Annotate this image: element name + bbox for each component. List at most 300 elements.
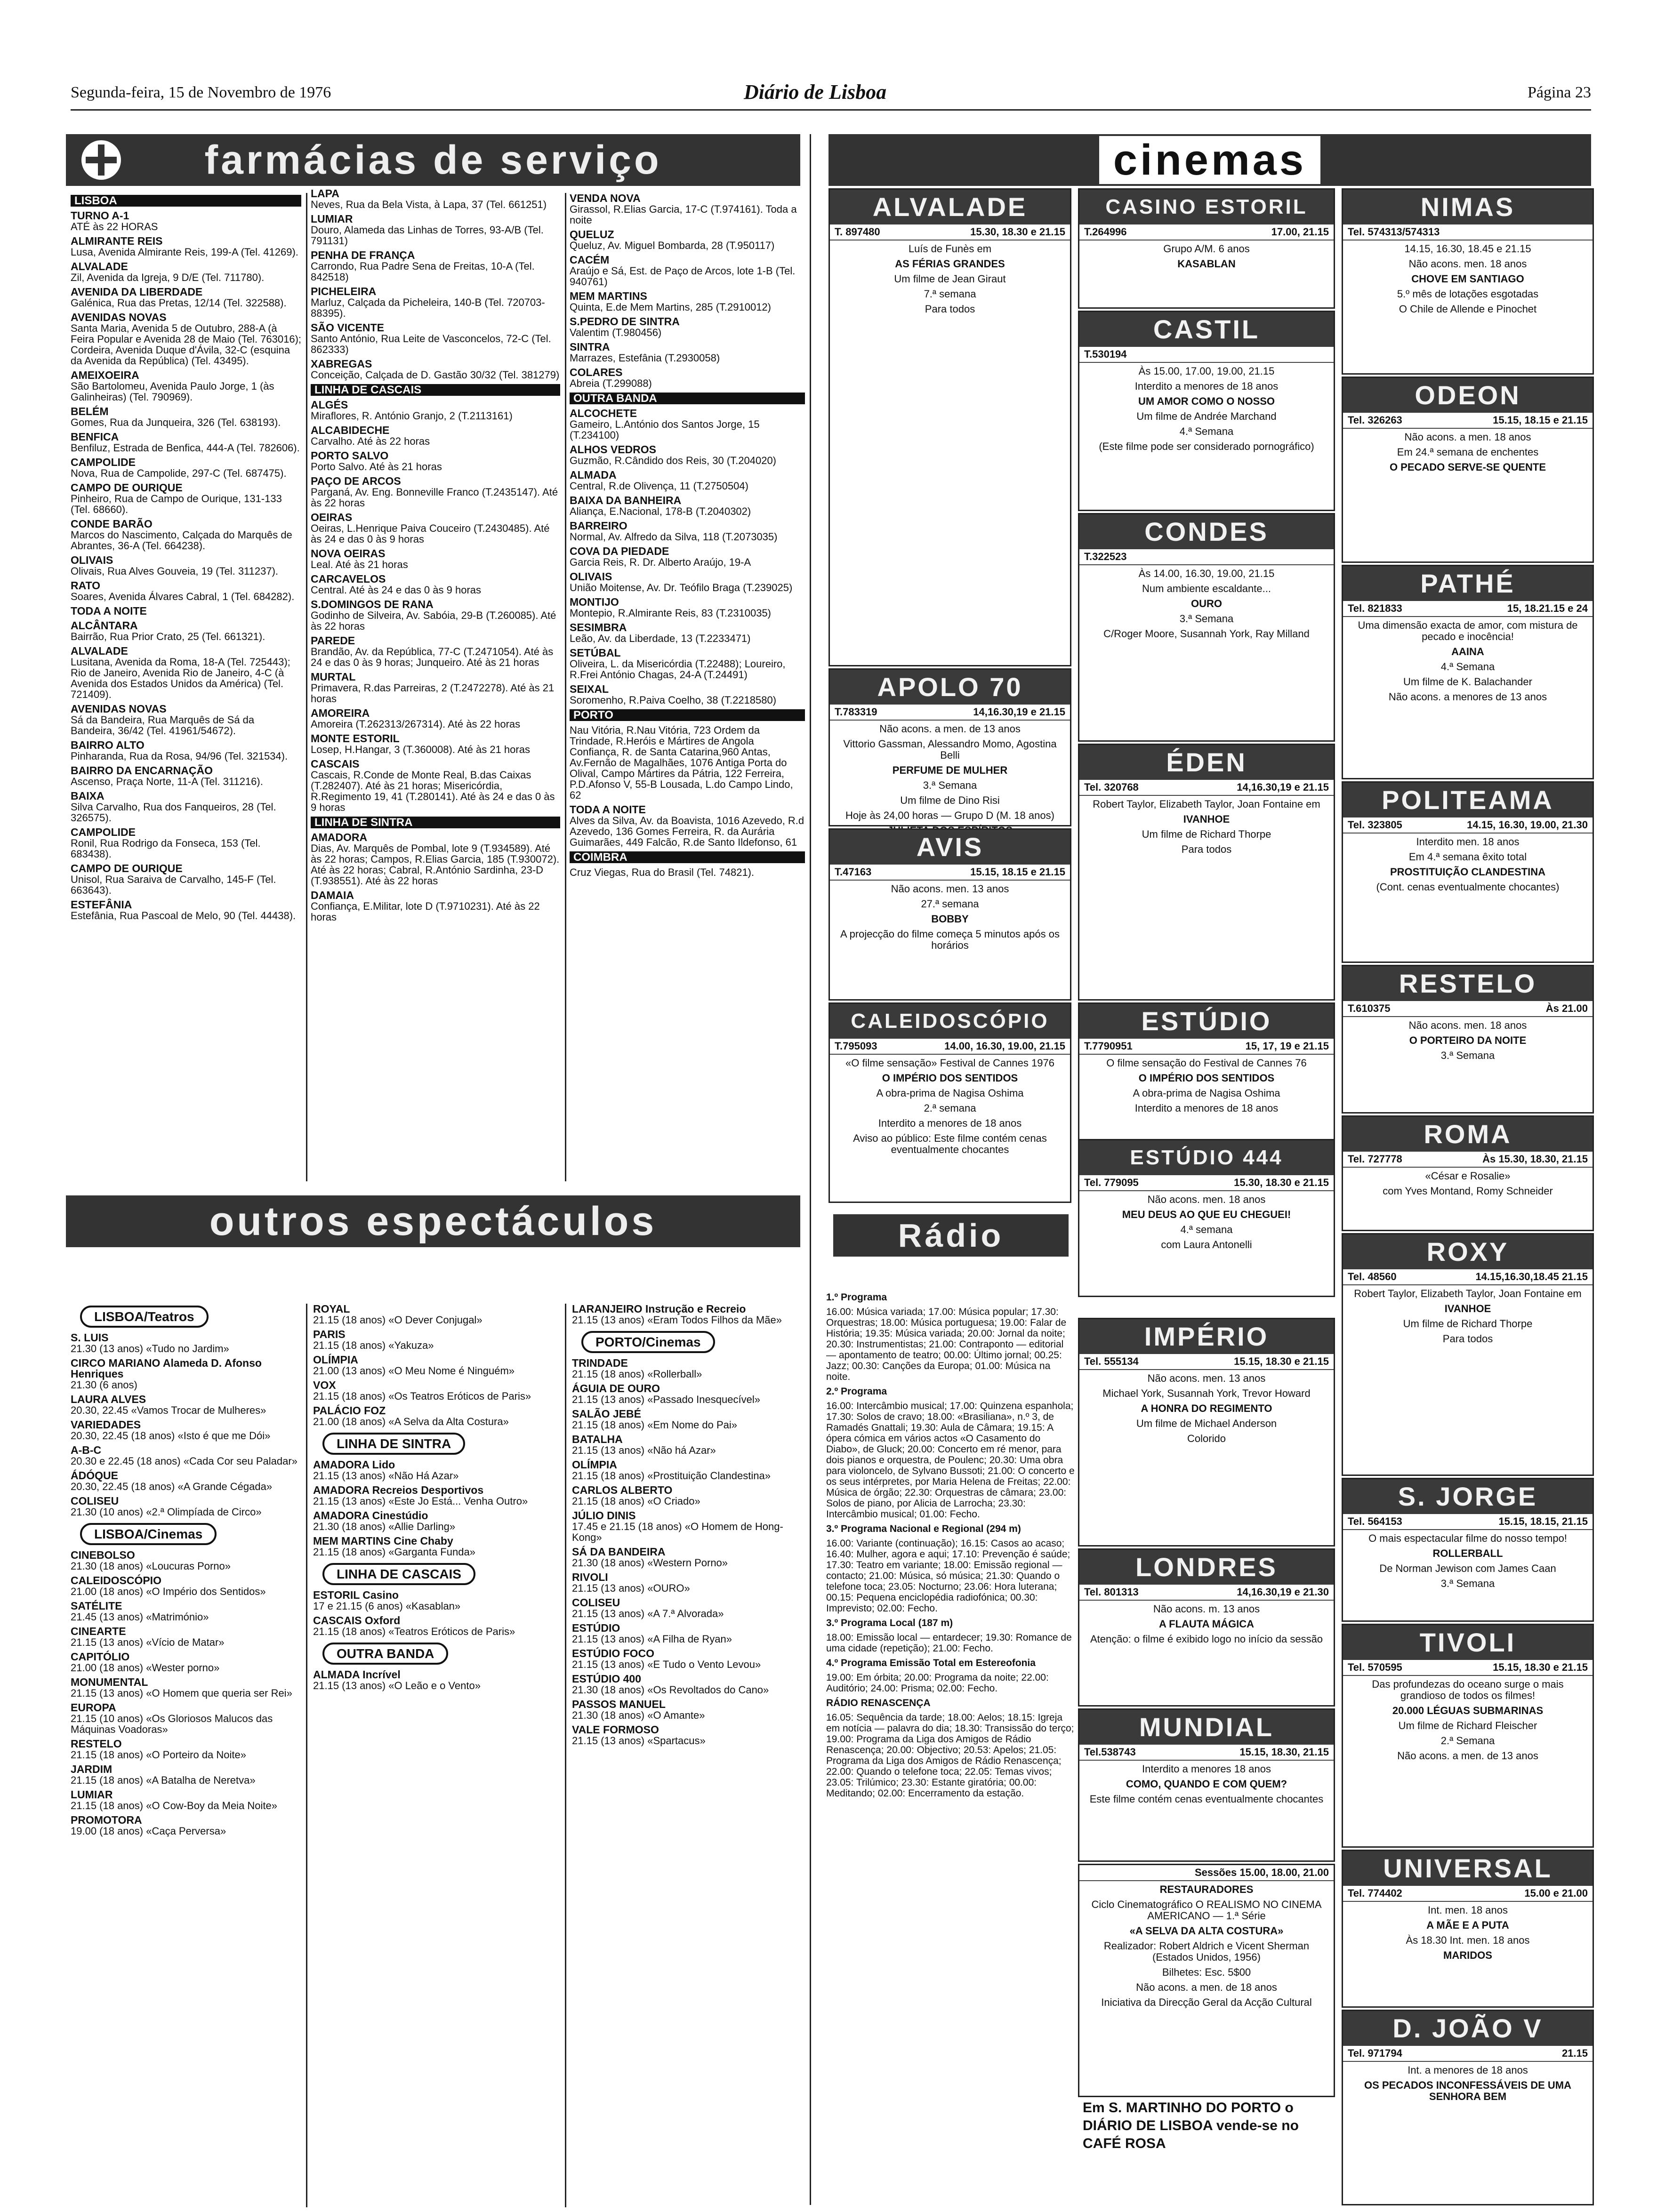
radio-paragraph: 16.00: Variante (continuação); 16.15: Casos ao acaso; 16.40: Mulher, agora e aqui; 17.10: Prevenção é saúde; 17.30: Teatro em variante; 18.00: Emissão regional — contacto; 21.00: Música, só música; 21.30: Quando o telefone toca; 23.05: Nocturno; 23.06: Hora luterana; 00.15: Pequena enciclopédia radiofónica; 00.30: Imprevisto; 02.00: Fecho.	[826, 1538, 1070, 1614]
cinema-phone: T.7790951	[1084, 1040, 1133, 1052]
entry-heading: CARLOS ALBERTO	[572, 1484, 673, 1496]
cinema-line: A MÃE E A PUTA	[1426, 1919, 1509, 1931]
cinema-line: Aviso ao público: Este filme contém cenas eventualmente chocantes	[853, 1132, 1047, 1155]
cinema-times: 15.30, 18.30 e 21.15	[1234, 1177, 1329, 1188]
listing-entry	[71, 765, 301, 787]
listing-entry	[71, 555, 301, 577]
entry-heading: BAIXA DA BANHEIRA	[570, 494, 682, 506]
entry-text: 21.15 (18 anos) «Os Teatros Eróticos de Paris»	[313, 1390, 531, 1402]
entry-heading: RIVOLI	[572, 1571, 608, 1583]
listing-entry	[71, 606, 301, 617]
entry-heading: MEM MARTINS Cine Chaby	[313, 1535, 453, 1547]
entry-text: Marluz, Calçada da Picheleira, 140-B (Tel. 720703-88395).	[311, 297, 545, 319]
entry-heading: CAMPOLIDE	[71, 456, 136, 468]
entry-heading: SINTRA	[570, 341, 610, 353]
cinema-box	[1342, 1115, 1594, 1231]
column-rule	[565, 1304, 566, 2207]
shows-title: outros espectáculos	[66, 1195, 800, 1247]
listing-entry	[71, 312, 301, 366]
entry-heading: MONUMENTAL	[71, 1676, 148, 1688]
cinema-line: Para todos	[925, 303, 975, 315]
entry-text: União Moitense, Av. Dr. Teófilo Braga (T.239025)	[570, 582, 793, 593]
listing-entry	[572, 1304, 807, 1325]
entry-heading: PARIS	[313, 1328, 346, 1340]
cinema-box	[1342, 1233, 1594, 1476]
entry-heading: BAIXA	[71, 790, 105, 802]
listing-entry	[570, 648, 805, 680]
entry-text: Godinho de Silveira, Av. Sabóia, 29-B (T.260085). Até às 22 horas	[311, 609, 556, 632]
cinema-info	[1079, 347, 1334, 363]
listing-entry	[71, 620, 301, 642]
cinema-times: 15.15, 18.15 e 21.15	[970, 866, 1065, 878]
entry-heading: LAPA	[311, 187, 339, 200]
cinema-line: (Cont. cenas eventualmente chocantes)	[1376, 881, 1560, 893]
listing-entry	[311, 733, 560, 755]
entry-text: Montepio, R.Almirante Reis, 83 (T.2310035)	[570, 607, 771, 619]
entry-heading: OLÍMPIA	[313, 1354, 358, 1366]
listing-entry	[311, 425, 560, 447]
listing-entry	[71, 899, 301, 921]
listing-entry	[572, 1572, 807, 1594]
cinema-line: 5.º mês de lotações esgotadas	[1397, 288, 1539, 300]
cinema-line: 7.ª semana	[924, 288, 976, 300]
cinema-box	[1078, 1708, 1335, 1862]
entry-text: Bairrão, Rua Prior Crato, 25 (Tel. 661321).	[71, 631, 265, 642]
entry-text: 21.15 (13 anos) «OURO»	[572, 1582, 690, 1594]
entry-heading: AMOREIRA	[311, 707, 370, 719]
entry-text: 21.15 (18 anos) «O Dever Conjugal»	[313, 1314, 483, 1326]
cinema-phone: Tel. 779095	[1084, 1177, 1139, 1188]
cinema-line: Não acons. men. 13 anos	[1147, 1372, 1266, 1384]
entry-text: 21.30 (18 anos) «Os Revoltados do Cano»	[572, 1684, 769, 1696]
cinema-line: KASABLAN	[1177, 258, 1236, 270]
listing-entry	[71, 1550, 301, 1571]
entry-heading: LARANJEIRO Instrução e Recreio	[572, 1303, 746, 1315]
cinema-phone: Tel. 774402	[1348, 1887, 1402, 1899]
cinema-line: Não acons. a men. de 13 anos	[1397, 1750, 1538, 1762]
listing-entry	[71, 791, 301, 823]
entry-heading: TODA A NOITE	[71, 605, 147, 617]
cinema-line: A obra-prima de Nagisa Oshima	[876, 1087, 1024, 1099]
listing-entry	[570, 684, 805, 705]
shows-column-3	[572, 1304, 807, 2207]
column-rule	[306, 1304, 307, 2207]
cinema-name: APOLO 70	[830, 670, 1070, 705]
entry-heading: SETÚBAL	[570, 647, 621, 659]
entry-heading: MURTAL	[311, 671, 356, 683]
cinema-name: CASINO ESTORIL	[1079, 190, 1334, 224]
cinema-info	[1343, 1152, 1593, 1168]
entry-heading: EUROPA	[71, 1701, 116, 1714]
cinema-line: com Laura Antonelli	[1161, 1239, 1252, 1250]
cinema-line: CHOVE EM SANTIAGO	[1411, 273, 1524, 285]
entry-text: 21.15 (13 anos) «A Filha de Ryan»	[572, 1633, 732, 1645]
cinema-phone: Tel. 326263	[1348, 414, 1402, 426]
cinema-line: O IMPÉRIO DOS SENTIDOS	[882, 1072, 1018, 1084]
cinema-box	[1342, 188, 1594, 375]
listing-entry	[71, 1470, 301, 1492]
cinema-line: Um filme de Michael Anderson	[1136, 1418, 1277, 1429]
cinema-phone: T.264996	[1084, 226, 1127, 238]
entry-heading: ALCABIDECHE	[311, 424, 390, 436]
entry-heading: BAIRRO ALTO	[71, 739, 145, 751]
cinema-box	[828, 668, 1071, 826]
cinema-phone: Tel.538743	[1084, 1746, 1136, 1758]
entry-heading: ESTORIL Casino	[313, 1589, 399, 1601]
entry-text: 17.45 e 21.15 (18 anos) «O Homem de Hong-Kong»	[572, 1521, 783, 1543]
entry-text: 21.15 (13 anos) «O Homem que queria ser Rei»	[71, 1687, 292, 1699]
cinema-times: 21.15	[1561, 2047, 1588, 2059]
entry-heading: CASCAIS	[311, 758, 360, 770]
listing-entry	[313, 1329, 558, 1351]
entry-text: Nau Vitória, R.Nau Vitória, 723 Ordem da Trindade, R.Heróis e Mártires de Angola Confiança, R. de Santa Catarina,960 Antas, Av.Fernão de Magalhães, 1076 Antiga Porta do Olival, Campo Mártires da Pátria, 122 Ferreira, P.D.Afonso V, 55-B Lousada, L.do Campo Lindo, 62	[570, 724, 793, 801]
cinema-body	[830, 721, 1070, 843]
cinema-box	[1342, 781, 1594, 963]
radio-paragraph: 2.º Programa	[826, 1386, 887, 1397]
cinema-line: Um filme de Jean Giraut	[894, 273, 1006, 285]
listing-entry	[71, 1789, 301, 1811]
cinema-body	[830, 1055, 1070, 1162]
cinema-line: Int. men. 18 anos	[1428, 1904, 1508, 1916]
listing-entry	[570, 622, 805, 644]
cinema-line: Robert Taylor, Elizabeth Taylor, Joan Fontaine em	[1093, 798, 1320, 810]
cinema-times: 15.15, 18.30, 21.15	[1239, 1746, 1329, 1758]
cinema-line: O IMPÉRIO DOS SENTIDOS	[1138, 1072, 1275, 1084]
entry-heading: LAURA ALVES	[71, 1393, 146, 1405]
entry-text: 21.15 (10 anos) «Os Gloriosos Malucos das Máquinas Voadoras»	[71, 1713, 273, 1735]
entry-text: 21.15 (13 anos) «A 7.ª Alvorada»	[572, 1608, 724, 1619]
area-bar: LINHA DE SINTRA	[311, 817, 560, 828]
entry-text: 21.30 (18 anos) «Loucuras Porno»	[71, 1560, 231, 1572]
vendor-notice: Em S. MARTINHO DO PORTO o DIÁRIO DE LISBOA vende-se no CAFÉ ROSA	[1083, 2100, 1299, 2151]
entry-text: 20.30, 22.45 (18 anos) «A Grande Cégada»	[71, 1481, 273, 1492]
entry-text: Dias, Av. Marquês de Pombal, lote 9 (T.934589). Até às 22 horas; Campos, R.Elias Garcia, 185 (T.930072). Até às 22 horas; Cabral, R.António Sardinha, 23-D (T.938551). Até às 22 horas	[311, 842, 560, 887]
cinema-line: 3.ª Semana	[1179, 613, 1234, 625]
entry-heading: RESTELO	[71, 1738, 122, 1750]
cinema-line: Para todos	[1442, 1333, 1493, 1345]
entry-heading: SESIMBRA	[570, 621, 627, 633]
entry-heading: NOVA OEIRAS	[311, 547, 386, 560]
entry-heading: CAMPO DE OURIQUE	[71, 481, 183, 494]
cinema-line: O PECADO SERVE-SE QUENTE	[1389, 461, 1546, 473]
listing-entry	[71, 1626, 301, 1648]
listing-entry	[570, 342, 805, 363]
cinema-phone: T. 897480	[835, 226, 880, 238]
entry-text: Normal, Av. Alfredo da Silva, 118 (T.2073035)	[570, 531, 778, 543]
entry-heading: ÁDÓQUE	[71, 1469, 118, 1482]
cinema-info	[1079, 1175, 1334, 1191]
shows-column-2	[313, 1304, 558, 2207]
area-bar: LISBOA	[71, 195, 301, 207]
cinema-times: 14.15, 16.30, 19.00, 21.30	[1467, 819, 1588, 831]
entry-text: Lusa, Avenida Almirante Reis, 199-A (Tel. 41269).	[71, 246, 298, 258]
cinema-line: Colorido	[1187, 1433, 1226, 1444]
listing-entry	[311, 708, 560, 729]
entry-heading: PAÇO DE ARCOS	[311, 475, 401, 487]
entry-heading: BARREIRO	[570, 520, 627, 532]
cinema-line: 2.ª Semana	[1440, 1735, 1495, 1747]
pharmacy-title: farmácias de serviço	[66, 134, 800, 186]
cinema-line: Não acons. men. 13 anos	[891, 883, 1009, 895]
entry-heading: VALE FORMOSO	[572, 1723, 659, 1736]
listing-entry	[71, 1702, 301, 1735]
cinema-line: COMO, QUANDO E COM QUEM?	[1126, 1778, 1287, 1790]
page-header	[71, 80, 1591, 104]
area-bar: COIMBRA	[570, 851, 805, 863]
cinema-name: ALVALADE	[830, 190, 1070, 224]
cinema-times: 15.15, 18.15 e 21.15	[1493, 414, 1588, 426]
cinema-box	[1078, 311, 1335, 511]
radio-paragraph: 3.º Programa Local (187 m)	[826, 1618, 953, 1628]
cinema-times: 15.15, 18.30 e 21.15	[1493, 1661, 1588, 1673]
listing-entry	[71, 1358, 301, 1390]
cinema-box	[1342, 965, 1594, 1114]
cinema-box	[828, 828, 1071, 1001]
cinema-line: Vittorio Gassman, Alessandro Momo, Agostina Belli	[843, 738, 1057, 761]
entry-heading: PALÁCIO FOZ	[313, 1404, 386, 1417]
cinema-times: 15, 18.21.15 e 24	[1507, 602, 1588, 614]
cinema-times: Sessões 15.00, 18.00, 21.00	[1194, 1867, 1329, 1878]
cinema-phone: T.610375	[1348, 1002, 1391, 1014]
cinema-info	[830, 865, 1070, 881]
entry-heading: MONTE ESTORIL	[311, 732, 400, 745]
section-rule	[810, 134, 811, 2205]
entry-text: 21.15 (13 anos) «Este Jo Está... Venha Outro»	[313, 1495, 528, 1507]
entry-heading: BELÉM	[71, 405, 109, 417]
listing-entry	[311, 250, 560, 282]
entry-text: 21.15 (13 anos) «O Leão e o Vento»	[313, 1680, 481, 1691]
entry-text: Garcia Reis, R. Dr. Alberto Araújo, 19-A	[570, 556, 751, 568]
listing-entry	[572, 1699, 807, 1721]
listing-entry	[311, 759, 560, 813]
cinema-phone: T.322523	[1084, 551, 1127, 562]
entry-heading: ALCOCHETE	[570, 407, 637, 419]
listing-entry	[71, 1651, 301, 1673]
entry-text: 21.15 (13 anos) «Spartacus»	[572, 1735, 706, 1747]
cinema-info	[1079, 1354, 1334, 1370]
cinema-line: Este filme contém cenas eventualmente chocantes	[1089, 1793, 1324, 1805]
cinema-name: ROMA	[1343, 1117, 1593, 1152]
listing-entry	[570, 255, 805, 287]
entry-text: Losep, H.Hangar, 3 (T.360008). Até às 21 horas	[311, 744, 530, 755]
cinema-name: PATHÉ	[1343, 566, 1593, 601]
cinema-line: UM AMOR COMO O NOSSO	[1138, 395, 1275, 407]
cinema-body	[1343, 1168, 1593, 1203]
listing-entry	[313, 1459, 558, 1481]
cinema-box	[1342, 1624, 1594, 1848]
entry-heading: BAIRRO DA ENCARNAÇÃO	[71, 764, 213, 777]
cinema-line: Num ambiente escaldante...	[1142, 583, 1271, 594]
entry-heading: ESTÚDIO FOCO	[572, 1647, 655, 1659]
cinema-phone: Tel. 320768	[1084, 781, 1139, 793]
entry-text: 21.30 (10 anos) «2.ª Olimpíada de Circo»	[71, 1506, 262, 1518]
cinema-box	[1078, 1548, 1335, 1707]
cinema-body	[1079, 1191, 1334, 1257]
cinema-name: ESTÚDIO 444	[1079, 1140, 1334, 1175]
listing-entry	[311, 890, 560, 922]
listing-entry	[71, 1764, 301, 1786]
cinema-line: 4.ª Semana	[1179, 425, 1234, 437]
entry-text: 21.15 (18 anos) «O Criado»	[572, 1495, 700, 1507]
listing-entry	[71, 1445, 301, 1467]
cinema-info	[1079, 1039, 1334, 1055]
entry-heading: ROYAL	[313, 1303, 350, 1315]
radio-paragraph: 1.º Programa	[826, 1292, 887, 1303]
entry-text: Oliveira, L. da Misericórdia (T.22488); Loureiro, R.Frei António Chagas, 24-A (T.24491)	[570, 658, 786, 681]
listing-entry	[311, 574, 560, 595]
cinema-info	[1079, 549, 1334, 565]
cinema-times: 15.30, 18.30 e 21.15	[970, 226, 1065, 238]
masthead: Diário de Lisboa	[744, 80, 887, 104]
entry-heading: AMADORA	[311, 831, 368, 843]
entry-text: Alves da Silva, Av. da Boavista, 1016 Azevedo, R.d Azevedo, 136 Gomes Ferreira, R. da Aurária Guimarães, 449 Falcão, R.de Santo Ildefonso, 61	[570, 815, 804, 848]
entry-heading: MEM MARTINS	[570, 290, 647, 302]
listing-entry	[71, 519, 301, 551]
entry-text: 21.15 (18 anos) «O Porteiro da Noite»	[71, 1749, 247, 1761]
cinema-line: Para todos	[1181, 843, 1232, 855]
cinema-line: com Yves Montand, Romy Schneider	[1383, 1185, 1553, 1197]
entry-text: Sá da Bandeira, Rua Marquês de Sá da Bandeira, 36/42 (Tel. 41961/54672).	[71, 714, 255, 737]
entry-text: 21.45 (13 anos) «Matrimónio»	[71, 1611, 209, 1623]
cinema-line: Em 24.ª semana de enchentes	[1397, 446, 1539, 458]
entry-text: Douro, Alameda das Linhas de Torres, 93-A/B (Tel. 791131)	[311, 224, 544, 247]
cross-icon	[80, 139, 122, 181]
entry-heading: ESTEFÂNIA	[71, 898, 132, 911]
entry-heading: ALHOS VEDROS	[570, 443, 657, 456]
radio-paragraph: 18.00: Emissão local — entardecer; 19.30: Romance de uma cidade (repetição); 21.00: Fecho.	[826, 1632, 1072, 1654]
cinema-line: De Norman Jewison com James Caan	[1379, 1563, 1556, 1574]
cinema-body	[1343, 429, 1593, 480]
cinema-body	[1079, 565, 1334, 646]
cinema-body	[1343, 1530, 1593, 1596]
listing-entry	[71, 1419, 301, 1441]
entry-heading: ESTÚDIO 400	[572, 1673, 641, 1685]
cinema-body	[1079, 363, 1334, 459]
cinema-name: S. JORGE	[1343, 1479, 1593, 1514]
listing-entry	[570, 291, 805, 313]
entry-heading: CINEARTE	[71, 1625, 126, 1637]
area-bar: LINHA DE CASCAIS	[311, 384, 560, 396]
listing-entry	[71, 406, 301, 428]
section-tab: PORTO/Cinemas	[581, 1331, 715, 1353]
listing-entry	[311, 548, 560, 570]
entry-heading: LUMIAR	[71, 1788, 113, 1801]
cinema-line: Não acons. men. 18 anos	[1408, 258, 1527, 270]
entry-heading: ALMIRANTE REIS	[71, 235, 163, 247]
cinema-line: A HONRA DO REGIMENTO	[1141, 1403, 1272, 1414]
shows-column-1	[71, 1304, 301, 2207]
cinema-info	[1079, 780, 1334, 796]
cinema-name: TIVOLI	[1343, 1625, 1593, 1660]
entry-heading: S.DOMINGOS DE RANA	[311, 598, 434, 610]
listing-entry	[311, 359, 560, 380]
entry-heading: ALCÂNTARA	[71, 619, 138, 632]
listing-entry	[572, 1674, 807, 1695]
entry-text: Galénica, Rua das Pretas, 12/14 (Tel. 322588).	[71, 297, 287, 309]
cinema-times: 17.00, 21.15	[1271, 226, 1329, 238]
entry-text: Amoreira (T.262313/267314). Até às 22 horas	[311, 718, 521, 730]
entry-heading: COLISEU	[572, 1596, 620, 1609]
cinema-line: OURO	[1191, 598, 1222, 609]
cinema-phone: Tel. 564153	[1348, 1515, 1402, 1527]
entry-text: 20.30, 22.45 «Vamos Trocar de Mulheres»	[71, 1404, 266, 1416]
entry-text: 21.15 (18 anos) «Garganta Funda»	[313, 1546, 475, 1558]
entry-heading: DAMAIA	[311, 889, 354, 901]
cinema-name: NIMAS	[1343, 190, 1593, 224]
cinema-phone: Tel. 971794	[1348, 2047, 1402, 2059]
entry-text: 21.00 (18 anos) «O Império dos Sentidos»	[71, 1586, 266, 1597]
cinema-line: MARIDOS	[1443, 1949, 1492, 1961]
cinema-body	[1343, 240, 1593, 321]
entry-text: Santo António, Rua Leite de Vasconcelos, 72-C (Tel. 862333)	[311, 333, 551, 355]
entry-text: 19.00 (18 anos) «Caça Perversa»	[71, 1825, 226, 1837]
listing-entry	[570, 804, 805, 848]
area-bar: PORTO	[570, 709, 805, 721]
entry-heading: PASSOS MANUEL	[572, 1698, 666, 1710]
entry-text: Ascenso, Praça Norte, 11-A (Tel. 311216).	[71, 776, 263, 787]
cinema-line: Não acons. m. 13 anos	[1153, 1603, 1260, 1615]
entry-heading: AVENIDAS NOVAS	[71, 703, 167, 715]
cinema-name: ESTÚDIO	[1079, 1004, 1334, 1039]
cinema-info	[1343, 1886, 1593, 1902]
cinema-line: Uma dimensão exacta de amor, com mistura de pecado e inocência!	[1358, 619, 1578, 642]
cinema-name: IMPÉRIO	[1079, 1319, 1334, 1354]
cinema-line: Realizador: Robert Aldrich e Vicent Sherman (Estados Unidos, 1956)	[1103, 1940, 1310, 1963]
cinema-line: Hoje às 24,00 horas — Grupo D (M. 18 anos)	[845, 809, 1054, 821]
cinema-line: Em 4.ª semana êxito total	[1408, 851, 1527, 863]
cinema-name: CASTIL	[1079, 312, 1334, 347]
cinema-body	[1343, 2062, 1593, 2109]
cinema-line: A obra-prima de Nagisa Oshima	[1133, 1087, 1280, 1099]
entry-text: 21.15 (13 anos) «Passado Inesquecível»	[572, 1394, 760, 1405]
entry-heading: COVA DA PIEDADE	[570, 545, 669, 557]
cinema-line: 3.ª Semana	[1440, 1050, 1495, 1061]
cinema-line: A FLAUTA MÁGICA	[1158, 1618, 1255, 1630]
cinema-times: 14.15,16.30,18.45 21.15	[1475, 1271, 1588, 1282]
section-tab: LINHA DE CASCAIS	[322, 1563, 475, 1585]
entry-heading: SATÉLITE	[71, 1600, 122, 1612]
entry-heading: PROMOTORA	[71, 1814, 142, 1826]
cinema-phone: Tel. 570595	[1348, 1661, 1402, 1673]
cinema-line: Atenção: o filme é exibido logo no início da sessão	[1090, 1633, 1323, 1645]
entry-text: 21.15 (18 anos) «Yakuza»	[313, 1339, 434, 1351]
cinema-line: Um filme de Andrée Marchand	[1136, 410, 1277, 422]
listing-entry	[71, 236, 301, 257]
cinema-line: Michael York, Susannah York, Trevor Howard	[1102, 1387, 1311, 1399]
entry-text: Queluz, Av. Miguel Bombarda, 28 (T.950117)	[570, 240, 775, 251]
entry-heading: OLIVAIS	[570, 570, 612, 583]
issue-date: Segunda-feira, 15 de Novembro de 1976	[71, 84, 331, 101]
cinema-name: MUNDIAL	[1079, 1710, 1334, 1745]
entry-heading: ÁGUIA DE OURO	[572, 1382, 660, 1395]
cinema-info	[830, 705, 1070, 721]
entry-text: Parganá, Av. Eng. Bonneville Franco (T.2435147). Até às 22 horas	[311, 486, 558, 509]
entry-heading: CACÉM	[570, 254, 610, 266]
entry-heading: LUMIAR	[311, 213, 353, 225]
entry-heading: COLISEU	[71, 1495, 119, 1507]
cinema-info	[830, 224, 1070, 240]
cinema-box	[1078, 744, 1335, 1001]
entry-text: 21.15 (18 anos) «A Batalha de Neretva»	[71, 1774, 256, 1786]
cinema-line: 27.ª semana	[921, 898, 979, 910]
listing-entry	[311, 476, 560, 508]
cinema-phone: Tel. 801313	[1084, 1586, 1139, 1598]
entry-text: Unisol, Rua Saraiva de Carvalho, 145-F (Tel. 663643).	[71, 874, 276, 896]
cinema-line: Não acons. a menores de 13 anos	[1388, 691, 1547, 703]
listing-entry	[570, 725, 805, 801]
section-tab: LISBOA/Cinemas	[80, 1523, 217, 1545]
cinema-box	[1342, 1478, 1594, 1622]
